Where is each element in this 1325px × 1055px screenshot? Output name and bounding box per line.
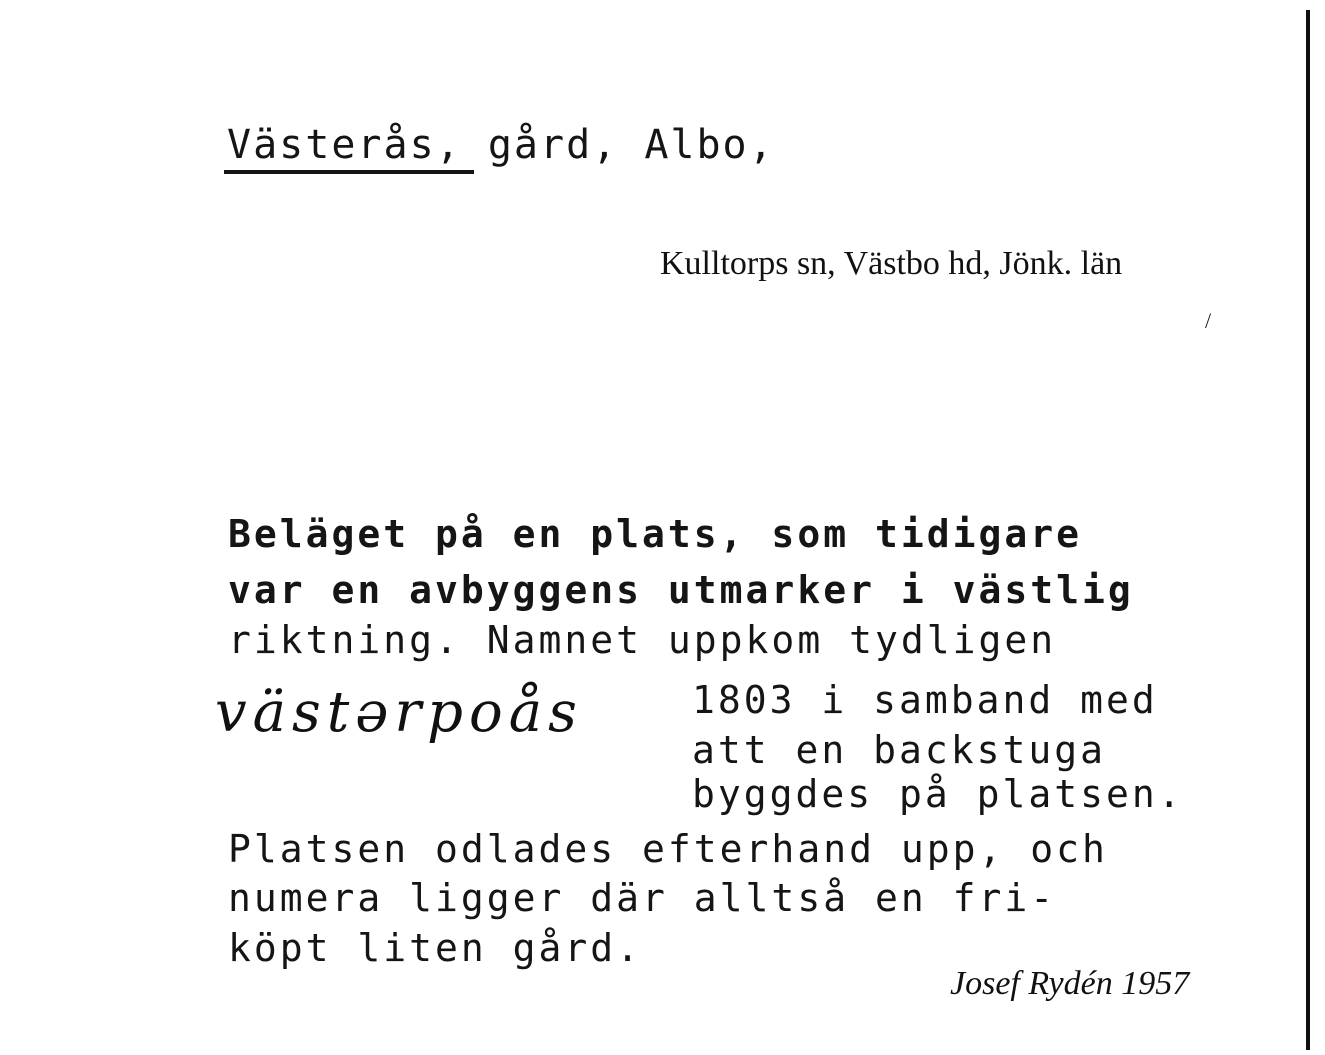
body-line-9: köpt liten gård. [228, 926, 643, 970]
body-line-8: numera ligger där alltså en fri- [228, 876, 1057, 920]
place-heading: Västerås, gård, Albo, [227, 122, 775, 168]
location-line: Kulltorps sn, Västbo hd, Jönk. län [660, 245, 1123, 282]
body-line-3: riktning. Namnet uppkom tydligen [228, 618, 1057, 662]
body-line-7: Platsen odlades efterhand upp, och [228, 827, 1108, 871]
body-line-4: 1803 i samband med [692, 678, 1158, 722]
handwritten-pronunciation: västərpoås [215, 680, 583, 745]
pencil-mark: / [1205, 308, 1212, 333]
signature: Josef Rydén 1957 [950, 965, 1190, 1002]
heading-underline [224, 170, 474, 174]
card-edge [1306, 10, 1310, 1050]
body-line-6: byggdes på platsen. [692, 772, 1184, 816]
body-line-5: att en backstuga [692, 728, 1107, 772]
body-line-2: var en avbyggens utmarker i västlig [228, 568, 1134, 612]
body-line-1: Beläget på en plats, som tidigare [228, 512, 1082, 556]
